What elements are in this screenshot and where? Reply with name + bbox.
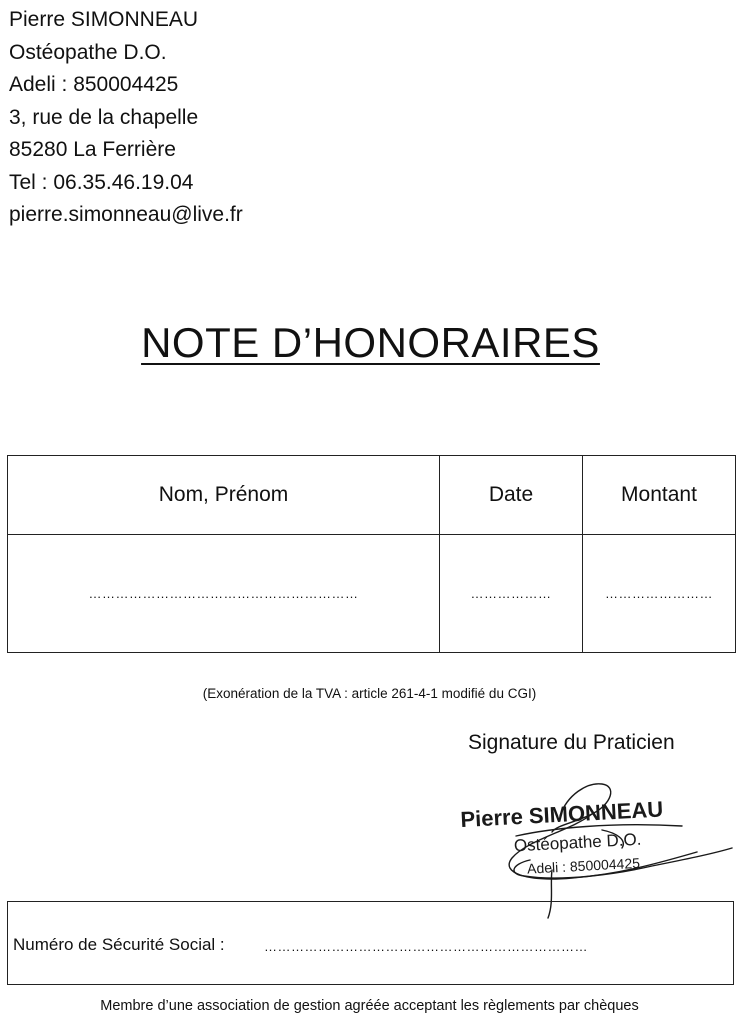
stamp-name: Pierre SIMONNEAU [459, 796, 664, 833]
stamp-profession: Ostéopathe D.O. [513, 829, 642, 856]
practitioner-email: pierre.simonneau@live.fr [9, 203, 243, 226]
practitioner-stamp [452, 770, 742, 920]
name-fill-line: …………………………………………………… [8, 535, 440, 653]
column-header-name: Nom, Prénom [8, 456, 440, 535]
tva-note-wrap [0, 686, 745, 701]
table-row [8, 535, 736, 653]
footer-note-wrap [0, 998, 745, 1014]
tva-note: (Exonération de la TVA : article 261-4-1 modifié du CGI) [202, 686, 537, 701]
signature-label: Signature du Praticien [468, 731, 675, 754]
amount-fill-line: …………………… [583, 535, 736, 653]
practitioner-name: Pierre SIMONNEAU [9, 8, 199, 31]
practitioner-street: 3, rue de la chapelle [9, 105, 199, 129]
practitioner-header [9, 4, 243, 232]
social-security-label: Numéro de Sécurité Social : [13, 935, 225, 954]
practitioner-profession: Ostéopathe D.O. [9, 40, 167, 64]
social-security-fill-line: ……………………………………………………………… [264, 939, 588, 954]
document-title-wrap [0, 318, 745, 368]
stamp-adeli: Adeli : 850004425 [526, 854, 641, 877]
social-security-box [7, 901, 734, 985]
practitioner-adeli: Adeli : 850004425 [9, 73, 179, 96]
date-fill-line: ……………… [440, 535, 583, 653]
table-header-row [8, 456, 736, 535]
practitioner-phone: Tel : 06.35.46.19.04 [9, 170, 194, 194]
footer-note: Membre d’une association de gestion agréée acceptant les règlements par chèques [100, 998, 639, 1014]
fees-table [7, 455, 736, 653]
column-header-amount: Montant [583, 456, 736, 535]
column-header-date: Date [440, 456, 583, 535]
document-title: NOTE D’HONORAIRES [141, 319, 600, 366]
practitioner-city: 85280 La Ferrière [9, 138, 176, 161]
